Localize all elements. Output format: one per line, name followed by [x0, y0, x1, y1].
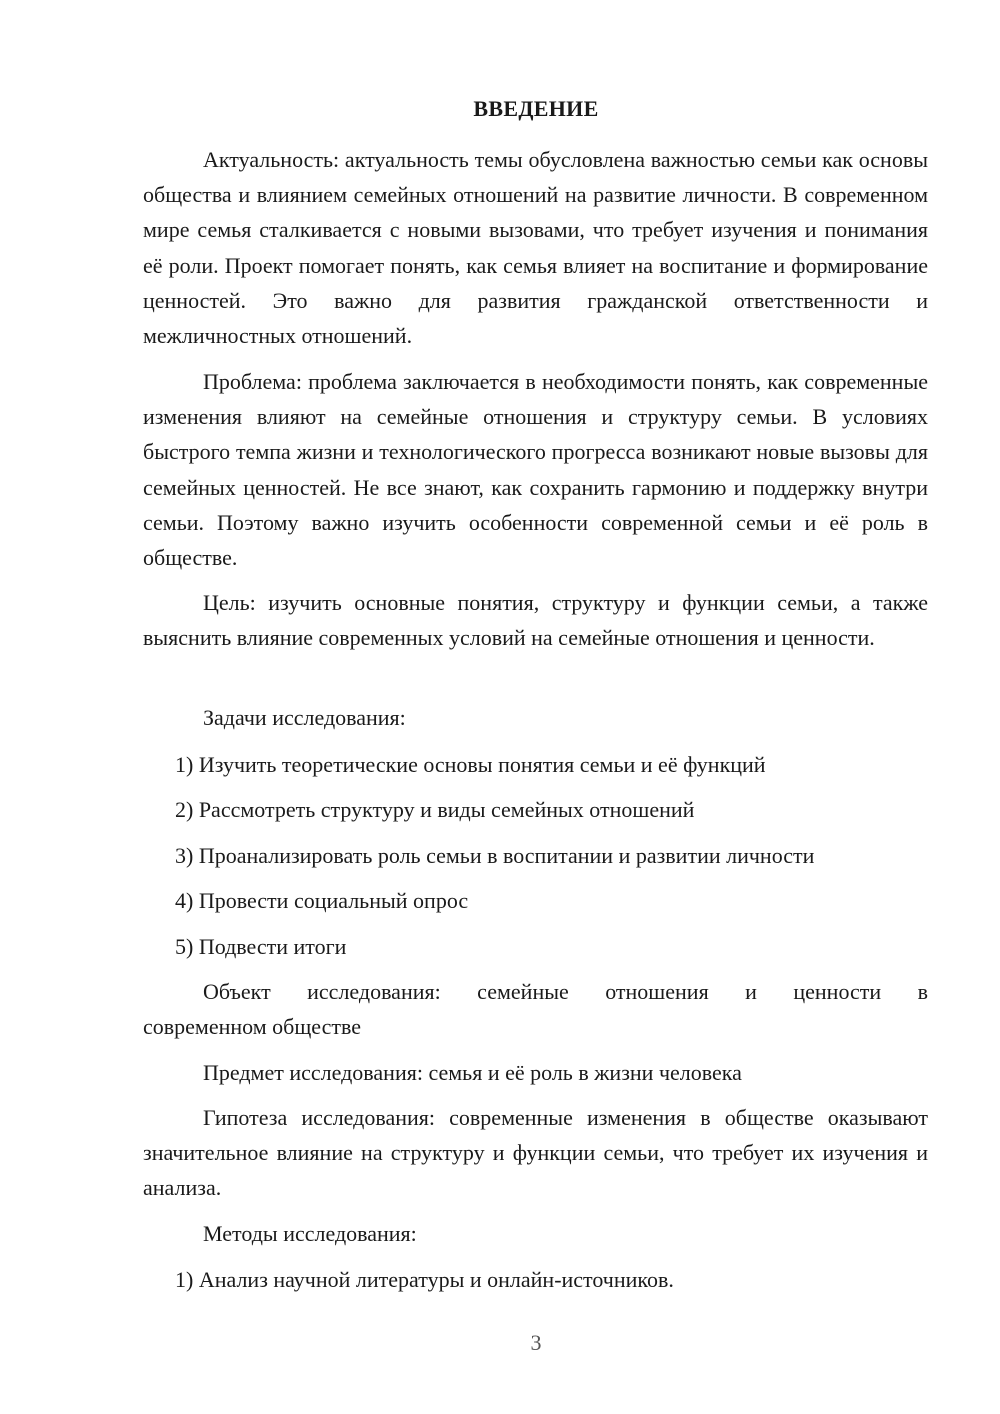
- goal-paragraph: Цель: изучить основные понятия, структуру и функции семьи, а также выяснить влияние современных условий на семейные отношения и ценности.: [143, 590, 928, 651]
- methods-heading: Методы исследования:: [203, 1221, 417, 1246]
- problem-paragraph: Проблема: проблема заключается в необходимости понять, как современные изменения влияют на семейные отношения и структуру семьи. В условиях быстрого темпа жизни и технологического прогресса возникают новые вызовы для семейных ценностей. Не все знают, как сохранить гармонию и поддержку внутри семьи. Поэтому важно изучить особенности современной семьи и её роль в обществе.: [143, 369, 928, 571]
- subject-line: Предмет исследования: семья и её роль в жизни человека: [203, 1060, 742, 1085]
- task-item: 4) Провести социальный опрос: [175, 888, 469, 913]
- task-item: 3) Проанализировать роль семьи в воспитании и развитии личности: [175, 843, 815, 868]
- tasks-heading: Задачи исследования:: [203, 705, 406, 730]
- task-item: 1) Изучить теоретические основы понятия семьи и её функций: [175, 752, 766, 777]
- page-number: 3: [530, 1330, 542, 1355]
- task-item: 5) Подвести итоги: [175, 934, 347, 959]
- task-item: 2) Рассмотреть структуру и виды семейных отношений: [175, 797, 695, 822]
- object-line-1: Объект исследования: семейные отношения и ценности в: [203, 979, 928, 1004]
- hypothesis-paragraph: Гипотеза исследования: современные изменения в обществе оказывают значительное влияние на структуру и функции семьи, что требует их изучения и анализа.: [143, 1105, 928, 1201]
- page-title: ВВЕДЕНИЕ: [473, 96, 599, 121]
- method-item: 1) Анализ научной литературы и онлайн-источников.: [175, 1267, 674, 1292]
- relevance-paragraph: Актуальность: актуальность темы обусловлена важностью семьи как основы общества и влиянием семейных отношений на развитие личности. В современном мире семья сталкивается с новыми вызовами, что требует изучения и понимания её роли. Проект помогает понять, как семья влияет на воспитание и формирование ценностей. Это важно для развития гражданской ответственности и межличностных отношений.: [143, 147, 928, 349]
- object-line-2: современном обществе: [143, 1014, 362, 1039]
